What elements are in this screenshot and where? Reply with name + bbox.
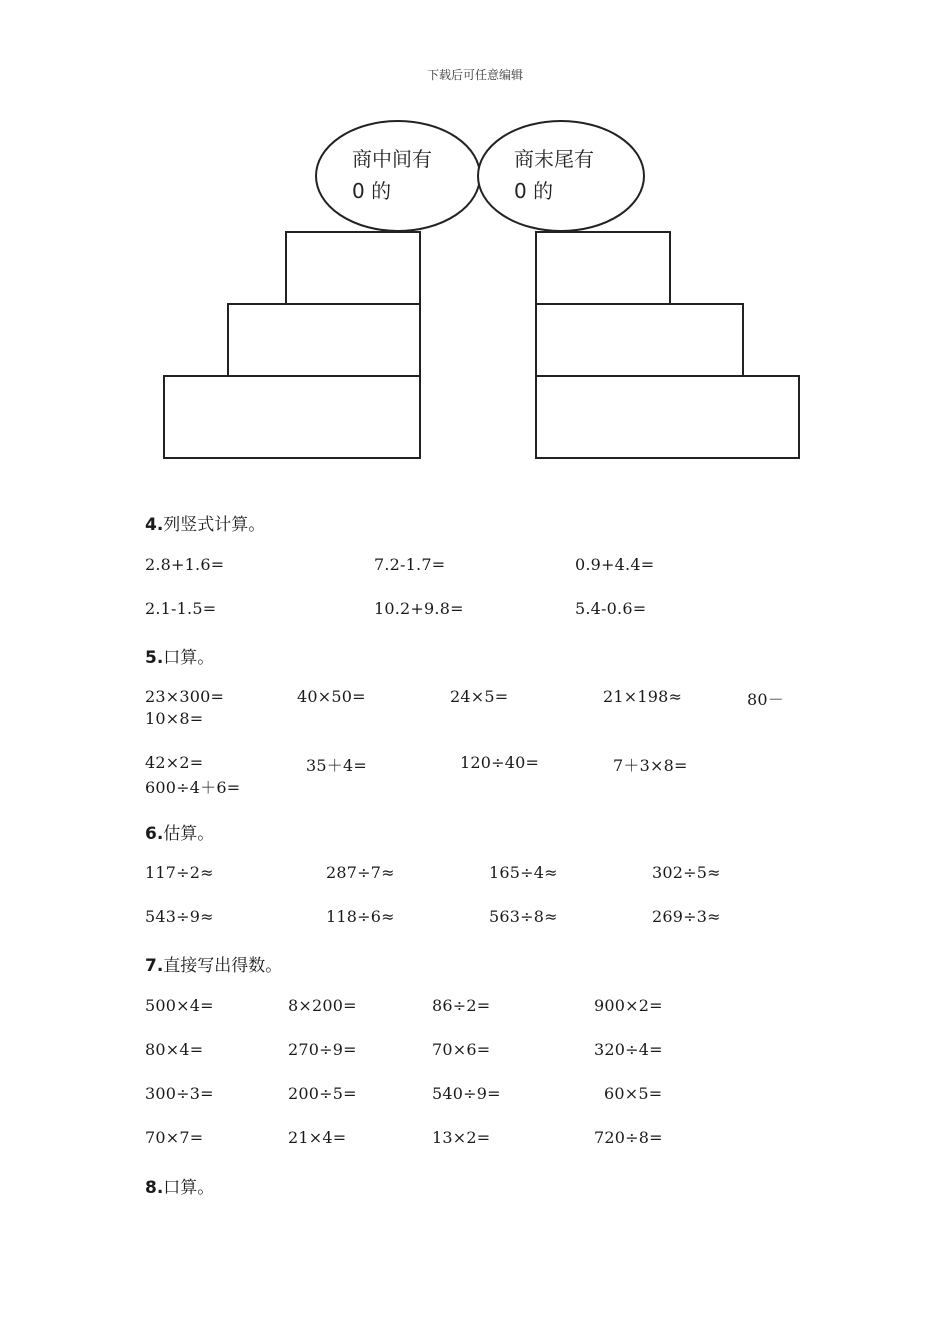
- q4-item: 10.2+9.8=: [374, 599, 464, 618]
- q6-item: 269÷3≈: [652, 907, 721, 926]
- left-bubble: [316, 121, 480, 231]
- q4-title: [145, 510, 265, 535]
- right-step-middle: [536, 304, 743, 376]
- q7-item: 300÷3=: [145, 1084, 214, 1103]
- page-header: 下载后可任意编辑: [426, 68, 523, 82]
- right-bubble-line1: 商末尾有: [514, 147, 594, 171]
- left-bubble-line1: 商中间有: [352, 147, 432, 171]
- q6-item: 117÷2≈: [145, 863, 214, 882]
- q7-title: [145, 951, 282, 976]
- q5-title: [145, 643, 214, 668]
- q4-item: 5.4-0.6=: [575, 599, 647, 618]
- q8-title: [145, 1173, 214, 1198]
- q4-title-text: 列竖式计算。: [163, 515, 266, 535]
- q7-item: 320÷4=: [594, 1040, 663, 1059]
- q6-item: 543÷9≈: [145, 907, 214, 926]
- q4-item: 0.9+4.4=: [575, 555, 655, 574]
- q4-number: 4.: [145, 515, 164, 535]
- left-step-top: [286, 232, 420, 304]
- q7-row-1: [0, 996, 950, 1020]
- q6-item: 302÷5≈: [652, 863, 721, 882]
- q7-item: 900×2=: [594, 996, 663, 1015]
- q5-row-1: [0, 687, 950, 711]
- q7-item: 200÷5=: [288, 1084, 357, 1103]
- q7-item: 8×200=: [288, 996, 357, 1015]
- q7-item: 13×2=: [432, 1128, 491, 1147]
- q6-item: 287÷7≈: [326, 863, 395, 882]
- diagram-svg: [140, 110, 820, 470]
- q8-number: 8.: [145, 1178, 164, 1198]
- right-bubble-line2: 0 的: [514, 179, 554, 203]
- q5-row-1-wrap: [0, 709, 950, 733]
- q5-item: 21×198≈: [603, 687, 683, 706]
- q6-title: [145, 819, 214, 844]
- q5-item: 120÷40=: [460, 753, 540, 772]
- q7-item: 70×6=: [432, 1040, 491, 1059]
- q6-item: 563÷8≈: [489, 907, 558, 926]
- q6-item: 165÷4≈: [489, 863, 558, 882]
- q7-row-3: [0, 1084, 950, 1108]
- right-bubble: [478, 121, 644, 231]
- q7-number: 7.: [145, 956, 164, 976]
- q7-item: 500×4=: [145, 996, 214, 1015]
- q7-row-2: [0, 1040, 950, 1064]
- q5-item: 24×5=: [450, 687, 509, 706]
- q7-title-text: 直接写出得数。: [163, 956, 283, 976]
- left-step-bottom: [164, 376, 420, 458]
- q4-row-1: [0, 555, 950, 579]
- q5-item: 23×300=: [145, 687, 225, 706]
- q7-item: 720÷8=: [594, 1128, 663, 1147]
- q5-item: 42×2=: [145, 753, 204, 772]
- q8-title-text: 口算。: [163, 1178, 215, 1198]
- q7-row-4: [0, 1128, 950, 1152]
- q6-row-2: [0, 907, 950, 931]
- q5-number: 5.: [145, 648, 164, 668]
- right-step-top: [536, 232, 670, 304]
- q5-item-wrap: 600÷4＋6=: [145, 778, 241, 797]
- q5-item: 40×50=: [297, 687, 366, 706]
- q6-row-1: [0, 863, 950, 887]
- q5-title-text: 口算。: [163, 648, 215, 668]
- q7-item: 80×4=: [145, 1040, 204, 1059]
- q4-row-2: [0, 599, 950, 623]
- q6-number: 6.: [145, 824, 164, 844]
- q4-item: 7.2-1.7=: [374, 555, 446, 574]
- q4-item: 2.1-1.5=: [145, 599, 217, 618]
- q5-item: 35＋4=: [306, 756, 367, 775]
- q5-row-2-wrap: [0, 775, 950, 799]
- q5-row-2: [0, 753, 950, 777]
- left-step-middle: [228, 304, 420, 376]
- q7-item: 540÷9=: [432, 1084, 501, 1103]
- q5-item: 80－: [747, 690, 784, 709]
- right-step-bottom: [536, 376, 799, 458]
- q4-item: 2.8+1.6=: [145, 555, 225, 574]
- q7-item: 86÷2=: [432, 996, 491, 1015]
- q7-item: 60×5=: [604, 1084, 663, 1103]
- q6-item: 118÷6≈: [326, 907, 395, 926]
- q5-item-wrap: 10×8=: [145, 709, 204, 728]
- quotient-zero-diagram: [140, 110, 820, 470]
- q7-item: 70×7=: [145, 1128, 204, 1147]
- left-bubble-line2: 0 的: [352, 179, 392, 203]
- q6-title-text: 估算。: [163, 824, 215, 844]
- q5-item: 7＋3×8=: [613, 756, 688, 775]
- q7-item: 270÷9=: [288, 1040, 357, 1059]
- q7-item: 21×4=: [288, 1128, 347, 1147]
